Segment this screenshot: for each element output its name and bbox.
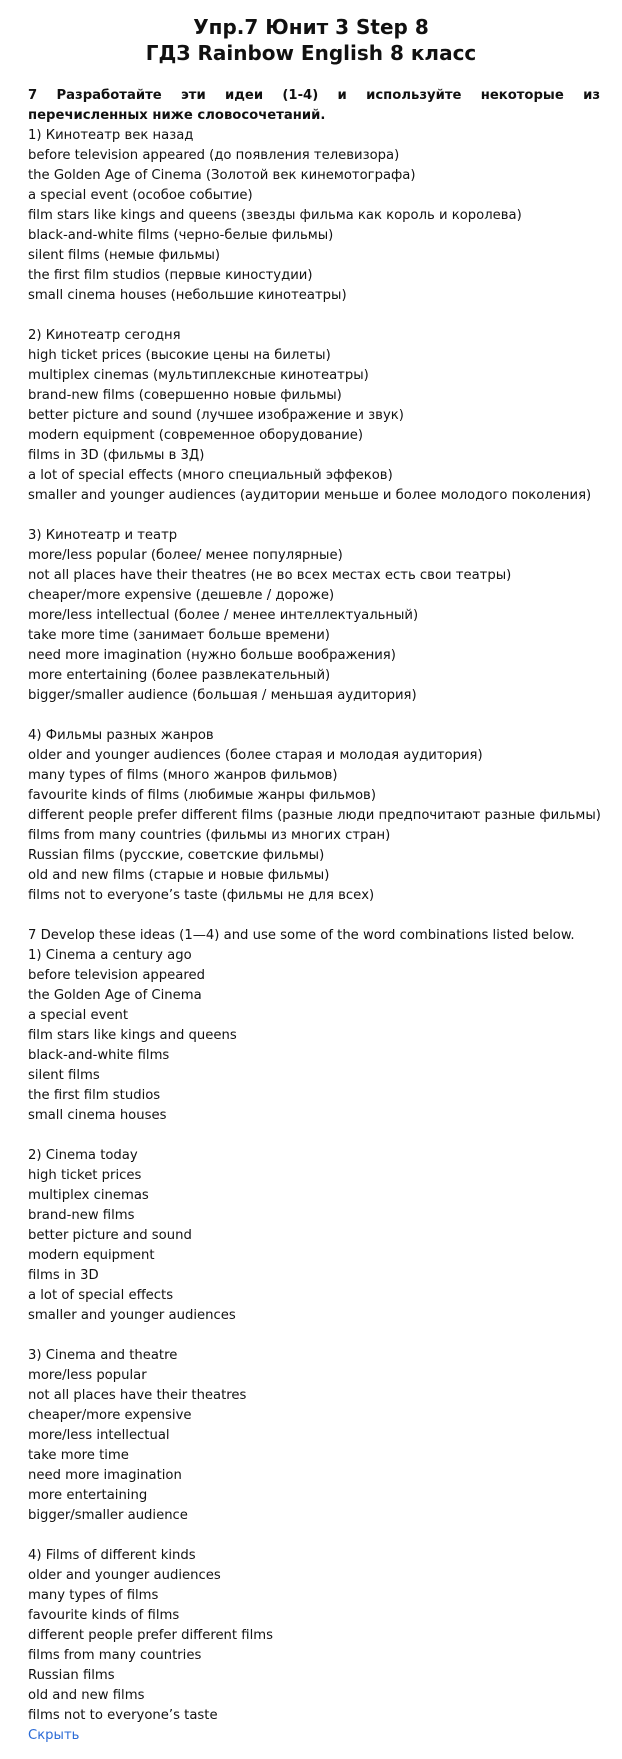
list-item: better picture and sound (лучшее изображение и звук) [28,408,404,423]
list-item: before television appeared [28,968,205,983]
list-item: not all places have their theatres [28,1388,247,1403]
list-item: brand-new films [28,1208,135,1223]
list-item: films from many countries (фильмы из многих стран) [28,828,391,843]
list-item: smaller and younger audiences (аудитории меньше и более молодого поколения) [28,488,592,503]
list-item: need more imagination (нужно больше воображения) [28,648,396,663]
russian-section [28,726,600,906]
list-item: cheaper/more expensive [28,1408,192,1423]
list-item: modern equipment [28,1248,155,1263]
list-item: take more time (занимает больше времени) [28,628,330,643]
list-item: need more imagination [28,1468,182,1483]
list-item: Russian films (русские, советские фильмы) [28,848,325,863]
russian-section [28,126,600,306]
list-item: the first film studios [28,1088,161,1103]
english-section [28,1546,600,1726]
list-item: old and new films (старые и новые фильмы) [28,868,330,883]
list-item: different people prefer different films [28,1628,273,1643]
section-heading: 2) Кинотеатр сегодня [28,328,181,343]
list-item: the first film studios (первые киностудии) [28,268,313,283]
list-item: films in 3D (фильмы в 3Д) [28,448,205,463]
list-item: more/less popular (более/ менее популярные) [28,548,343,563]
list-item: small cinema houses (небольшие кинотеатры) [28,288,347,303]
list-item: a special event [28,1008,129,1023]
list-item: modern equipment (современное оборудование) [28,428,364,443]
spacer [28,306,600,326]
list-item: films not to everyone’s taste [28,1708,218,1723]
list-item: older and younger audiences [28,1568,221,1583]
list-item: more/less intellectual (более / менее интеллектуальный) [28,608,419,623]
list-item: before television appeared (до появления телевизора) [28,148,400,163]
list-item: films in 3D [28,1268,99,1283]
section-heading: 3) Cinema and theatre [28,1348,178,1363]
list-item: brand-new films (совершенно новые фильмы) [28,388,342,403]
section-heading: 4) Films of different kinds [28,1548,196,1563]
exercise-content [28,86,600,1746]
section-heading: 1) Cinema a century ago [28,948,192,963]
list-item: favourite kinds of films [28,1608,180,1623]
russian-section [28,326,600,506]
list-item: many types of films [28,1588,159,1603]
list-item: many types of films (много жанров фильмов) [28,768,338,783]
list-item: more entertaining (более развлекательный) [28,668,331,683]
title-line-2: ГДЗ Rainbow English 8 класс [145,41,477,65]
spacer [28,906,600,926]
spacer [28,1326,600,1346]
list-item: not all places have their theatres (не во всех местах есть свои театры) [28,568,512,583]
list-item: different people prefer different films (разные люди предпочитают разные фильмы) [28,808,601,823]
section-heading: 2) Cinema today [28,1148,138,1163]
list-item: more entertaining [28,1488,148,1503]
list-item: more/less intellectual [28,1428,170,1443]
list-item: bigger/smaller audience (большая / меньшая аудитория) [28,688,417,703]
list-item: better picture and sound [28,1228,192,1243]
list-item: a lot of special effects [28,1288,174,1303]
russian-intro: 7 Разработайте эти идеи (1-4) и используйте некоторые из перечисленных ниже словосочетаний. [28,88,600,123]
list-item: black-and-white films (черно-белые фильмы) [28,228,334,243]
list-item: old and new films [28,1688,145,1703]
list-item: small cinema houses [28,1108,167,1123]
list-item: more/less popular [28,1368,147,1383]
list-item: a lot of special effects (много специальный эффеков) [28,468,393,483]
list-item: cheaper/more expensive (дешевле / дороже) [28,588,335,603]
title-line-1: Упр.7 Юнит 3 Step 8 [193,15,429,39]
list-item: high ticket prices (высокие цены на билеты) [28,348,331,363]
list-item: favourite kinds of films (любимые жанры фильмов) [28,788,376,803]
list-item: older and younger audiences (более старая и молодая аудитория) [28,748,483,763]
list-item: multiplex cinemas (мультиплексные кинотеатры) [28,368,369,383]
spacer [28,706,600,726]
english-section [28,1346,600,1526]
section-heading: 1) Кинотеатр век назад [28,128,194,143]
list-item: bigger/smaller audience [28,1508,188,1523]
section-heading: 3) Кинотеатр и театр [28,528,178,543]
list-item: multiplex cinemas [28,1188,149,1203]
list-item: films not to everyone’s taste (фильмы не для всех) [28,888,375,903]
list-item: silent films [28,1068,100,1083]
list-item: Russian films [28,1668,115,1683]
spacer [28,1126,600,1146]
list-item: the Golden Age of Cinema [28,988,202,1003]
list-item: films from many countries [28,1648,202,1663]
list-item: high ticket prices [28,1168,142,1183]
list-item: take more time [28,1448,129,1463]
list-item: black-and-white films [28,1048,170,1063]
english-intro: 7 Develop these ideas (1—4) and use some of the word combinations listed below. [28,928,575,943]
english-section [28,946,600,1126]
section-heading: 4) Фильмы разных жанров [28,728,214,743]
list-item: smaller and younger audiences [28,1308,236,1323]
spacer [28,506,600,526]
page-title [0,14,622,66]
list-item: the Golden Age of Cinema (Золотой век кинемотографа) [28,168,416,183]
list-item: film stars like kings and queens (звезды фильма как король и королева) [28,208,522,223]
russian-section [28,526,600,706]
hide-link[interactable]: Скрыть [28,1728,80,1743]
list-item: film stars like kings and queens [28,1028,237,1043]
english-section [28,1146,600,1326]
list-item: silent films (немые фильмы) [28,248,221,263]
list-item: a special event (особое событие) [28,188,253,203]
spacer [28,1526,600,1546]
